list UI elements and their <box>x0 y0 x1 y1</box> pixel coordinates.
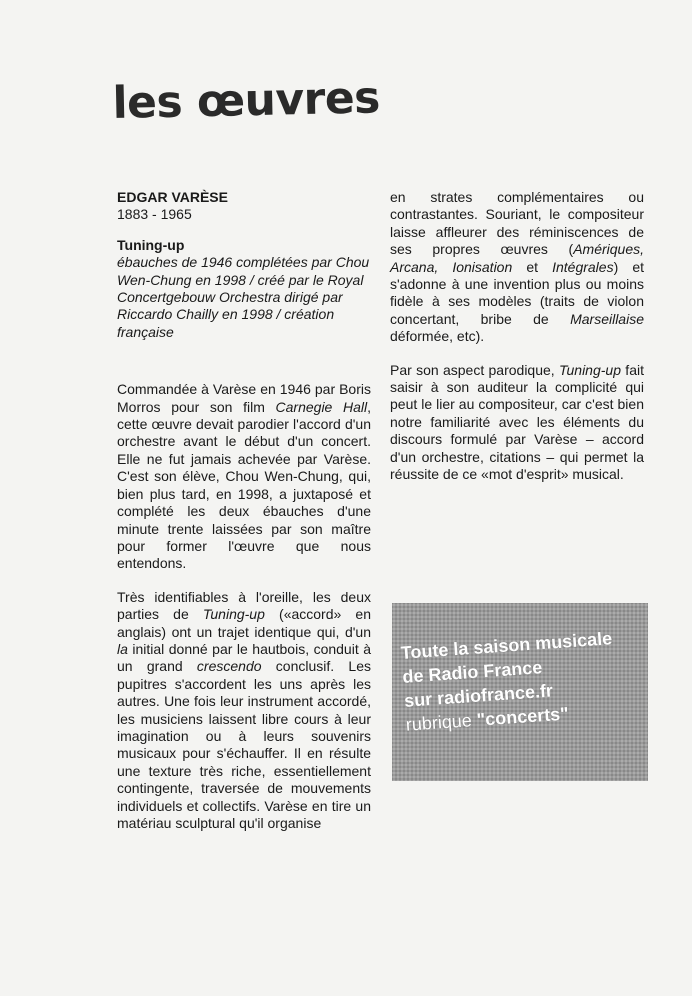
musical-term: crescendo <box>196 658 262 675</box>
work-title-inline: Tuning-up <box>202 606 265 623</box>
text-run: ) et s'adonne à une invention plus ou moins fidèle à ses modèles (traits de violon concertant, bribe de <box>390 258 644 327</box>
body-paragraph-4 <box>390 362 644 484</box>
promo-box <box>392 603 648 781</box>
work-title-inline: Tuning-up <box>558 361 621 378</box>
work-title-inline: Intégrales <box>552 258 614 275</box>
film-title: Carnegie Hall <box>275 398 368 415</box>
text-run: Très identifiables à l'oreille, les deux parties de <box>117 588 371 623</box>
text-run: déformée, etc). <box>390 328 485 345</box>
body-paragraph-1 <box>117 381 371 572</box>
text-run: («accord» en anglais) ont un trajet identique qui, d'un <box>117 606 371 640</box>
left-column <box>117 189 371 832</box>
works-list: Amériques, Arcana, Ionisation <box>390 241 644 275</box>
text-run: initial donné par le hautbois, conduit à un grand <box>117 640 371 675</box>
text-run: , cette œuvre devait parodier l'accord d'un orchestre avant le début d'un concert. Elle ne fut jamais achevée par Varèse. C'est son élève, Chou Wen-Chung, qui, bien plus tard, en 1998, a juxtaposé et complété les deux ébauches d'une minute trente laissées par son maître pour former l'œuvre que nous entendons. <box>117 398 372 572</box>
note-name: la <box>117 640 128 657</box>
text-run: Commandée à Varèse en 1946 par Boris Morros pour son film <box>117 381 371 415</box>
composer-dates: 1883 - 1965 <box>117 206 192 223</box>
promo-line-1: Toute la saison musicale <box>400 628 613 663</box>
work-title: Tuning-up <box>117 236 185 253</box>
body-paragraph-3 <box>390 189 644 346</box>
text-run: en strates complémentaires ou contrastantes. Souriant, le compositeur laisse affleurer des réminiscences de ses propres œuvres ( <box>390 189 644 258</box>
text-run: fait saisir à son auditeur la complicité qui peut le lier au compositeur, car c'est bien notre familiarité avec les éléments du discours formulé par Varèse – accord d'un orchestre, citations – qui permet la réussite de ce «mot d'esprit» musical. <box>390 361 644 483</box>
page-title: les œuvres <box>112 72 381 129</box>
composer-name: EDGAR VARÈSE <box>117 189 228 205</box>
spacer <box>117 573 371 589</box>
body-paragraph-2 <box>117 589 371 833</box>
promo-line-2: de Radio France <box>401 657 543 687</box>
right-column <box>390 189 644 484</box>
promo-text <box>400 624 656 737</box>
text-run: Par son aspect parodique, <box>390 361 559 378</box>
work-details: ébauches de 1946 complétées par Chou Wen-Chung en 1998 / créé par le Royal Concertgebouw Orchestra dirigé par Riccardo Chailly en 1998 / création française <box>117 254 370 340</box>
spacer <box>390 346 644 362</box>
text-run: et <box>512 258 553 275</box>
spacer <box>117 341 371 381</box>
promo-concerts: "concerts" <box>476 703 570 730</box>
promo-rubrique: rubrique <box>405 710 473 735</box>
text-run: conclusif. Les pupitres s'accordent les uns après les autres. Une fois leur instrument accordé, les musiciens laissent libre cours à leur imagination ou à leurs souvenirs musicaux pour s'échauffer. Il en résulte une texture très riche, essentiellement contingente, traversée de mouvements individuels et collectifs. Varèse en tire un matériau sculptural qu'il organise <box>117 658 371 831</box>
promo-line-3: sur radiofrance.fr <box>403 680 554 711</box>
work-title-inline: Marseillaise <box>570 310 644 327</box>
